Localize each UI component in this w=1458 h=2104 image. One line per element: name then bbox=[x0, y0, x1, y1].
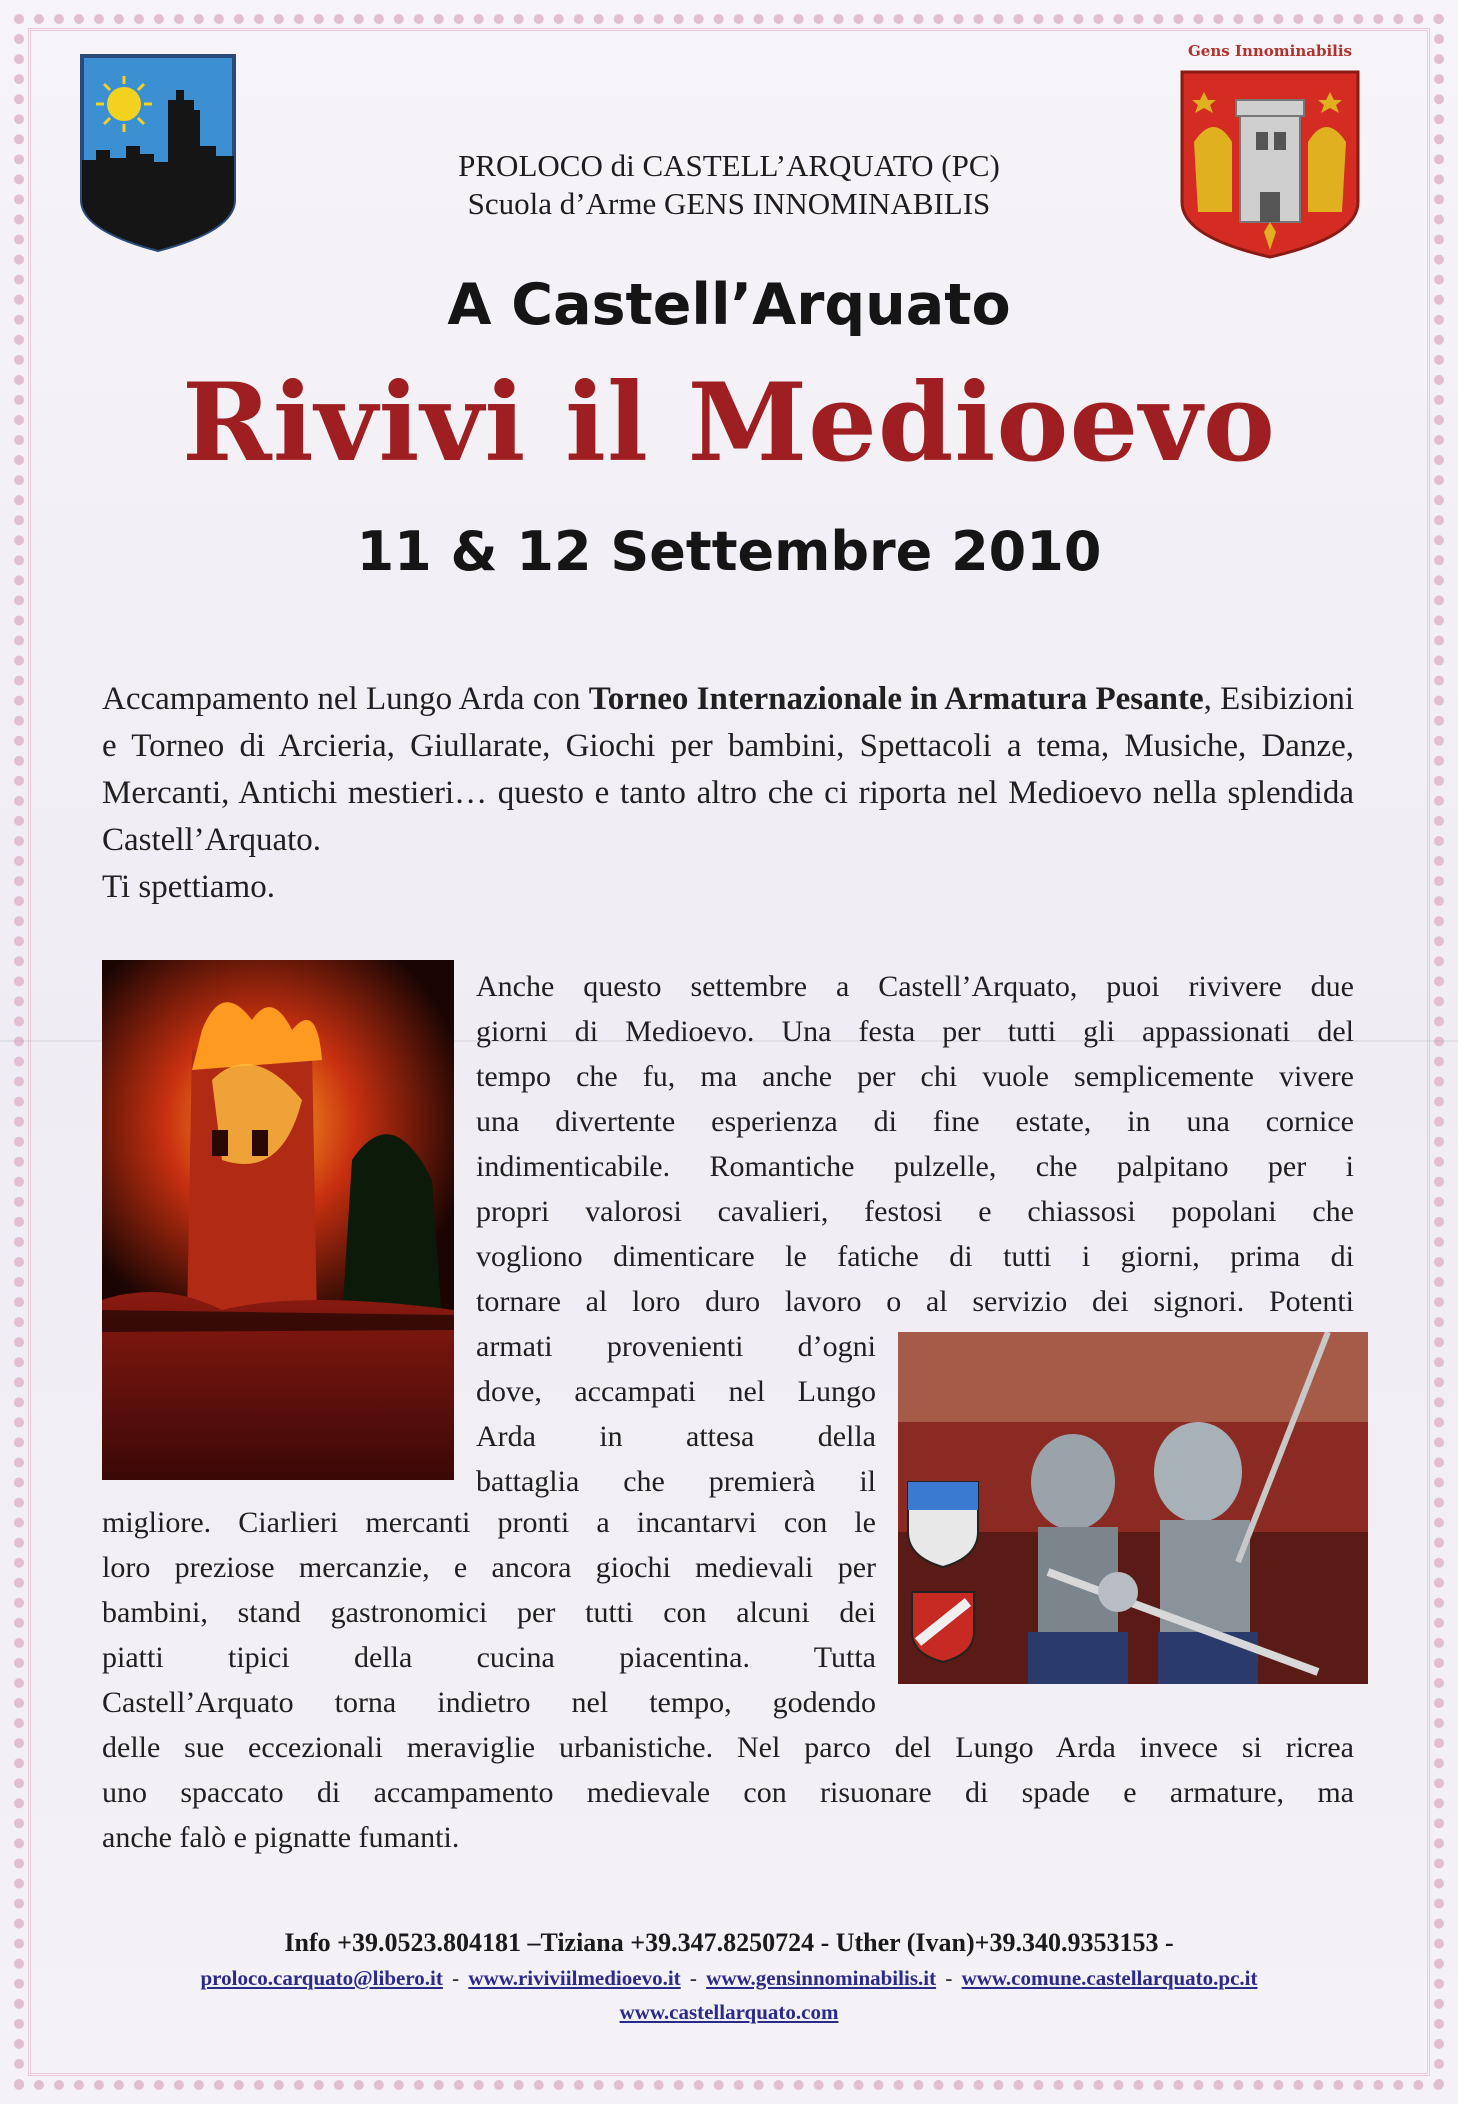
body-line: tornare al loro duro lavoro o al servizio dei signori. Potenti bbox=[476, 1285, 1354, 1318]
body-line: migliore. Ciarlieri mercanti pronti a incantarvi con le bbox=[102, 1506, 876, 1539]
body-line: dove, accampati nel Lungo bbox=[476, 1375, 876, 1408]
body-text-narrow bbox=[476, 1324, 876, 1504]
body-line: Anche questo settembre a Castell’Arquato, puoi rivivere due bbox=[476, 970, 1354, 1003]
body-line: armati provenienti d’ogni bbox=[476, 1330, 876, 1363]
website-link-gens[interactable]: www.gensinnominabilis.it bbox=[706, 1966, 937, 1990]
footer-links bbox=[0, 1966, 1458, 1991]
body-line: indimenticabile. Romantiche pulzelle, che palpitano per i bbox=[476, 1150, 1354, 1183]
event-headline: Rivivi il Medioevo bbox=[182, 360, 1276, 486]
body-line: battaglia che premierà il bbox=[476, 1465, 876, 1498]
intro-paragraph bbox=[102, 676, 1354, 911]
body-line: vogliono dimenticare le fatiche di tutti i giorni, prima di bbox=[476, 1240, 1354, 1273]
armored-knights-photo bbox=[898, 1332, 1368, 1684]
body-line: giorni di Medioevo. Una festa per tutti gli appassionati del bbox=[476, 1015, 1354, 1048]
link-separator: - bbox=[945, 1966, 953, 1990]
body-text-full bbox=[102, 1725, 1354, 1860]
website-link-comune[interactable]: www.comune.castellarquato.pc.it bbox=[961, 1966, 1258, 1990]
crest-label: Gens Innominabilis bbox=[1188, 42, 1352, 60]
burning-tower-photo bbox=[102, 960, 454, 1480]
event-location-title: A Castell’Arquato bbox=[447, 272, 1011, 338]
website-link-rivivi[interactable]: www.riviviilmedioevo.it bbox=[468, 1966, 681, 1990]
link-separator: - bbox=[452, 1966, 460, 1990]
body-line: piatti tipici della cucina piacentina. Tutta bbox=[102, 1641, 876, 1674]
body-line: Arda in attesa della bbox=[476, 1420, 876, 1453]
organization-line-1: PROLOCO di CASTELL’ARQUATO (PC) bbox=[458, 148, 1000, 183]
body-line: delle sue eccezionali meraviglie urbanistiche. Nel parco del Lungo Arda invece si ricrea bbox=[102, 1731, 1354, 1764]
email-link[interactable]: proloco.carquato@libero.it bbox=[200, 1966, 443, 1990]
body-line: uno spaccato di accampamento medievale con risuonare di spade e armature, ma bbox=[102, 1776, 1354, 1809]
body-line: anche falò e pignatte fumanti. bbox=[102, 1821, 460, 1854]
organization-line-2: Scuola d’Arme GENS INNOMINABILIS bbox=[467, 186, 991, 221]
website-link-castellarquato[interactable]: www.castellarquato.com bbox=[619, 2000, 839, 2024]
body-text-left bbox=[102, 1500, 876, 1725]
body-line: bambini, stand gastronomici per tutti con alcuni dei bbox=[102, 1596, 876, 1629]
contact-info: Info +39.0523.804181 –Tiziana +39.347.8250724 - Uther (Ivan)+39.340.9353153 - bbox=[284, 1928, 1174, 1957]
intro-text-bold: Torneo Internazionale in Armatura Pesante bbox=[588, 681, 1204, 717]
body-line: loro preziose mercanzie, e ancora giochi medievali per bbox=[102, 1551, 876, 1584]
body-text-right bbox=[476, 964, 1354, 1324]
body-line: una divertente esperienza di fine estate, in una cornice bbox=[476, 1105, 1354, 1138]
body-line: propri valorosi cavalieri, festosi e chiassosi popolani che bbox=[476, 1195, 1354, 1228]
intro-text-b: , Esibizioni e Torneo di Arcieria, Giullarate, Giochi per bambini, Spettacoli a tema, Musiche, Danze, Mercanti, Antichi mestieri… questo e tanto altro che ci riporta nel Medioevo nella splendida Castell’Arquato. bbox=[102, 681, 1354, 858]
body-line: tempo che fu, ma anche per chi vuole semplicemente vivere bbox=[476, 1060, 1354, 1093]
link-separator: - bbox=[689, 1966, 697, 1990]
intro-text-a: Accampamento nel Lungo Arda con bbox=[102, 681, 589, 717]
event-date: 11 & 12 Settembre 2010 bbox=[356, 520, 1102, 583]
body-line: Castell’Arquato torna indietro nel tempo, godendo bbox=[102, 1686, 876, 1719]
intro-closing: Ti spettiamo. bbox=[102, 869, 275, 905]
footer-links-2 bbox=[0, 2000, 1458, 2025]
